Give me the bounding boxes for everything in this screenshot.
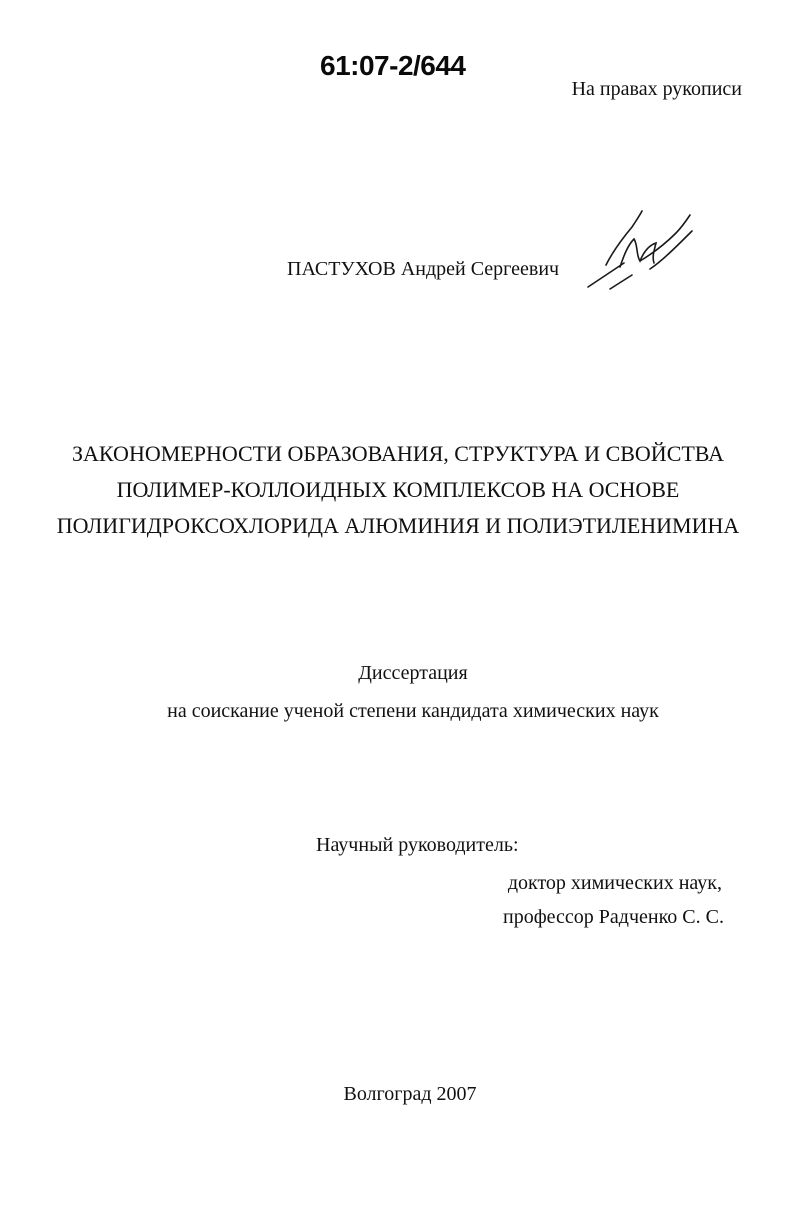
author-name: ПАСТУХОВ Андрей Сергеевич xyxy=(287,258,560,280)
city-year: Волгоград 2007 xyxy=(343,1083,477,1105)
archive-stamp: 61:07-2/644 xyxy=(320,50,466,81)
title-line: ПОЛИГИДРОКСОХЛОРИДА АЛЮМИНИЯ И ПОЛИЭТИЛЕНИМИНА xyxy=(56,513,740,538)
title-line: ЗАКОНОМЕРНОСТИ ОБРАЗОВАНИЯ, СТРУКТУРА И СВОЙСТВА xyxy=(72,441,724,466)
dissertation-type-block xyxy=(0,654,796,730)
advisor-name: профессор Радченко С. С. xyxy=(503,906,724,928)
advisor-degree: доктор химических наук, xyxy=(507,872,722,894)
title-line: ПОЛИМЕР-КОЛЛОИДНЫХ КОМПЛЕКСОВ НА ОСНОВЕ xyxy=(116,477,680,502)
signature-icon xyxy=(580,205,700,295)
dissertation-title xyxy=(0,436,796,544)
dissertation-type: Диссертация xyxy=(358,662,468,684)
advisor-label: Научный руководитель: xyxy=(316,834,519,856)
manuscript-rights-note: На правах рукописи xyxy=(571,78,742,100)
degree-line: на соискание ученой степени кандидата химических наук xyxy=(167,700,659,722)
